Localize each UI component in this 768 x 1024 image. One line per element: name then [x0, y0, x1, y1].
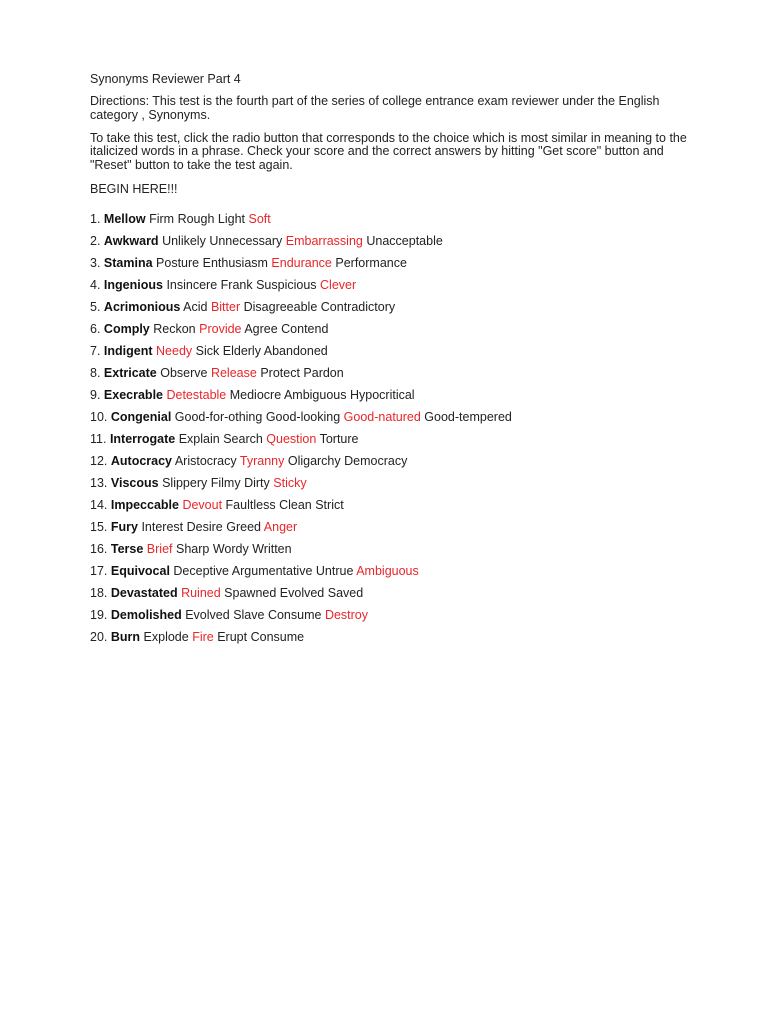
- question-word: Awkward: [103, 233, 159, 248]
- answer-choice[interactable]: Firm: [149, 211, 175, 226]
- answer-choice[interactable]: Light: [217, 211, 245, 226]
- question-word: Ingenious: [103, 277, 163, 292]
- answer-choice-correct[interactable]: Tyranny: [239, 453, 285, 468]
- question-number: 4.: [90, 277, 101, 292]
- question-number: 10.: [90, 409, 108, 424]
- answer-choice-correct[interactable]: Sticky: [273, 475, 307, 490]
- answer-choice[interactable]: Evolved: [185, 607, 230, 622]
- answer-choice-correct[interactable]: Release: [210, 365, 257, 380]
- question-number: 16.: [90, 541, 108, 556]
- answer-choice-correct[interactable]: Needy: [156, 343, 193, 358]
- question-word: Mellow: [103, 211, 146, 226]
- question-word: Burn: [110, 629, 141, 644]
- question-item: [90, 406, 688, 428]
- answer-choice[interactable]: Rough: [177, 211, 215, 226]
- answer-choice[interactable]: Greed: [226, 519, 261, 534]
- answer-choice[interactable]: Acid: [183, 299, 208, 314]
- question-word: Execrable: [103, 387, 163, 402]
- answer-choice[interactable]: Unnecessary: [209, 233, 283, 248]
- answer-choice[interactable]: Sick: [195, 343, 220, 358]
- answer-choice[interactable]: Explode: [143, 629, 189, 644]
- answer-choice[interactable]: Good-looking: [265, 409, 341, 424]
- answer-choice-correct[interactable]: Brief: [146, 541, 173, 556]
- answer-choice[interactable]: Unlikely: [162, 233, 206, 248]
- answer-choice[interactable]: Enthusiasm: [202, 255, 268, 270]
- instructions-text: To take this test, click the radio button that corresponds to the choice which is most similar in meaning to the italicized words in a phrase. Check your score and the correct answers by hitting "Get score" button and "Reset" button to take the test again.: [90, 130, 687, 173]
- question-word: Impeccable: [110, 497, 179, 512]
- answer-choice[interactable]: Wordy: [212, 541, 249, 556]
- question-word: Autocracy: [110, 453, 173, 468]
- question-number: 9.: [90, 387, 101, 402]
- answer-choice[interactable]: Deceptive: [173, 563, 229, 578]
- question-word: Interrogate: [109, 431, 176, 446]
- question-number: 17.: [90, 563, 108, 578]
- question-item: [90, 626, 688, 648]
- question-item: [90, 582, 688, 604]
- question-number: 11.: [90, 431, 107, 446]
- answer-choice[interactable]: Elderly: [222, 343, 261, 358]
- answer-choice[interactable]: Democracy: [344, 453, 408, 468]
- question-item: [90, 340, 688, 362]
- answer-choice[interactable]: Faultless: [225, 497, 276, 512]
- answer-choice[interactable]: Reckon: [153, 321, 196, 336]
- question-word: Indigent: [103, 343, 153, 358]
- answer-choice[interactable]: Search: [223, 431, 263, 446]
- answer-choice[interactable]: Slippery: [162, 475, 208, 490]
- answer-choice[interactable]: Insincere: [166, 277, 218, 292]
- answer-choice-correct[interactable]: Endurance: [271, 255, 332, 270]
- answer-choice[interactable]: Torture: [319, 431, 359, 446]
- answer-choice[interactable]: Observe: [160, 365, 208, 380]
- answer-choice-correct[interactable]: Embarrassing: [285, 233, 363, 248]
- answer-choice[interactable]: Argumentative: [231, 563, 313, 578]
- question-item: [90, 428, 688, 450]
- question-item: [90, 252, 688, 274]
- question-number: 3.: [90, 255, 101, 270]
- answer-choice[interactable]: Abandoned: [263, 343, 328, 358]
- answer-choice[interactable]: Hypocritical: [349, 387, 415, 402]
- answer-choice[interactable]: Evolved: [279, 585, 325, 600]
- question-word: Viscous: [110, 475, 159, 490]
- answer-choice[interactable]: Filmy: [210, 475, 241, 490]
- answer-choice[interactable]: Agree: [244, 321, 278, 336]
- question-word: Congenial: [110, 409, 172, 424]
- answer-choice-correct[interactable]: Detestable: [166, 387, 227, 402]
- question-item: [90, 362, 688, 384]
- question-number: 8.: [90, 365, 101, 380]
- answer-choice[interactable]: Explain: [178, 431, 220, 446]
- answer-choice[interactable]: Spawned: [224, 585, 277, 600]
- answer-choice[interactable]: Protect: [260, 365, 300, 380]
- answer-choice-correct[interactable]: Ambiguous: [356, 563, 419, 578]
- question-word: Devastated: [110, 585, 178, 600]
- answer-choice[interactable]: Slave: [233, 607, 265, 622]
- answer-choice-correct[interactable]: Devout: [182, 497, 223, 512]
- question-word: Comply: [103, 321, 150, 336]
- question-item: [90, 472, 688, 494]
- answer-choice-correct[interactable]: Soft: [248, 211, 271, 226]
- answer-choice[interactable]: Unacceptable: [366, 233, 443, 248]
- answer-choice[interactable]: Pardon: [303, 365, 344, 380]
- answer-choice-correct[interactable]: Bitter: [210, 299, 241, 314]
- answer-choice-correct[interactable]: Ruined: [181, 585, 221, 600]
- question-item: [90, 516, 688, 538]
- answer-choice[interactable]: Clean: [279, 497, 312, 512]
- answer-choice[interactable]: Aristocracy: [174, 453, 237, 468]
- answer-choice-correct[interactable]: Anger: [263, 519, 298, 534]
- question-number: 5.: [90, 299, 101, 314]
- question-item: [90, 208, 688, 230]
- answer-choice[interactable]: Untrue: [315, 563, 354, 578]
- answer-choice-correct[interactable]: Clever: [320, 277, 357, 292]
- question-item: [90, 604, 688, 626]
- answer-choice-correct[interactable]: Question: [266, 431, 317, 446]
- question-item: [90, 296, 688, 318]
- question-word: Terse: [110, 541, 144, 556]
- answer-choice[interactable]: Consume: [250, 629, 305, 644]
- answer-choice[interactable]: Contend: [281, 321, 329, 336]
- answer-choice[interactable]: Erupt: [217, 629, 248, 644]
- answer-choice-correct[interactable]: Provide: [199, 321, 242, 336]
- answer-choice[interactable]: Frank: [220, 277, 253, 292]
- question-list: [90, 208, 688, 648]
- question-number: 12.: [90, 453, 108, 468]
- question-word: Equivocal: [110, 563, 170, 578]
- answer-choice[interactable]: Good-for-othing: [174, 409, 263, 424]
- directions-text: Directions: This test is the fourth part of the series of college entrance exam reviewer under the English category , Synonyms.: [90, 94, 660, 122]
- question-item: [90, 560, 688, 582]
- question-number: 14.: [90, 497, 108, 512]
- question-word: Fury: [110, 519, 138, 534]
- question-word: Demolished: [110, 607, 182, 622]
- answer-choice[interactable]: Saved: [327, 585, 364, 600]
- question-number: 15.: [90, 519, 108, 534]
- answer-choice[interactable]: Sharp: [175, 541, 210, 556]
- answer-choice[interactable]: Contradictory: [320, 299, 396, 314]
- question-item: [90, 450, 688, 472]
- begin-label: BEGIN HERE!!!: [90, 181, 178, 196]
- question-number: 7.: [90, 343, 101, 358]
- answer-choice-correct[interactable]: Good-natured: [343, 409, 421, 424]
- answer-choice-correct[interactable]: Destroy: [324, 607, 369, 622]
- answer-choice[interactable]: Good-tempered: [424, 409, 512, 424]
- question-item: [90, 318, 688, 340]
- question-number: 13.: [90, 475, 108, 490]
- answer-choice[interactable]: Mediocre: [229, 387, 282, 402]
- answer-choice[interactable]: Desire: [186, 519, 223, 534]
- answer-choice[interactable]: Written: [252, 541, 292, 556]
- answer-choice[interactable]: Disagreeable: [243, 299, 318, 314]
- question-item: [90, 230, 688, 252]
- question-word: Stamina: [103, 255, 153, 270]
- question-number: 20.: [90, 629, 108, 644]
- answer-choice[interactable]: Interest: [141, 519, 184, 534]
- question-number: 6.: [90, 321, 101, 336]
- question-item: [90, 274, 688, 296]
- question-item: [90, 538, 688, 560]
- question-item: [90, 384, 688, 406]
- question-word: Acrimonious: [103, 299, 181, 314]
- answer-choice[interactable]: Suspicious: [256, 277, 317, 292]
- answer-choice[interactable]: Dirty: [244, 475, 270, 490]
- answer-choice[interactable]: Ambiguous: [283, 387, 347, 402]
- answer-choice[interactable]: Strict: [315, 497, 344, 512]
- document-title: Synonyms Reviewer Part 4: [90, 72, 241, 86]
- question-number: 19.: [90, 607, 108, 622]
- answer-choice-correct[interactable]: Fire: [192, 629, 214, 644]
- question-item: [90, 494, 688, 516]
- question-number: 2.: [90, 233, 101, 248]
- answer-choice[interactable]: Performance: [335, 255, 407, 270]
- question-number: 1.: [90, 211, 101, 226]
- answer-choice[interactable]: Posture: [156, 255, 200, 270]
- answer-choice[interactable]: Consume: [267, 607, 322, 622]
- question-word: Extricate: [103, 365, 157, 380]
- answer-choice[interactable]: Oligarchy: [287, 453, 341, 468]
- question-number: 18.: [90, 585, 108, 600]
